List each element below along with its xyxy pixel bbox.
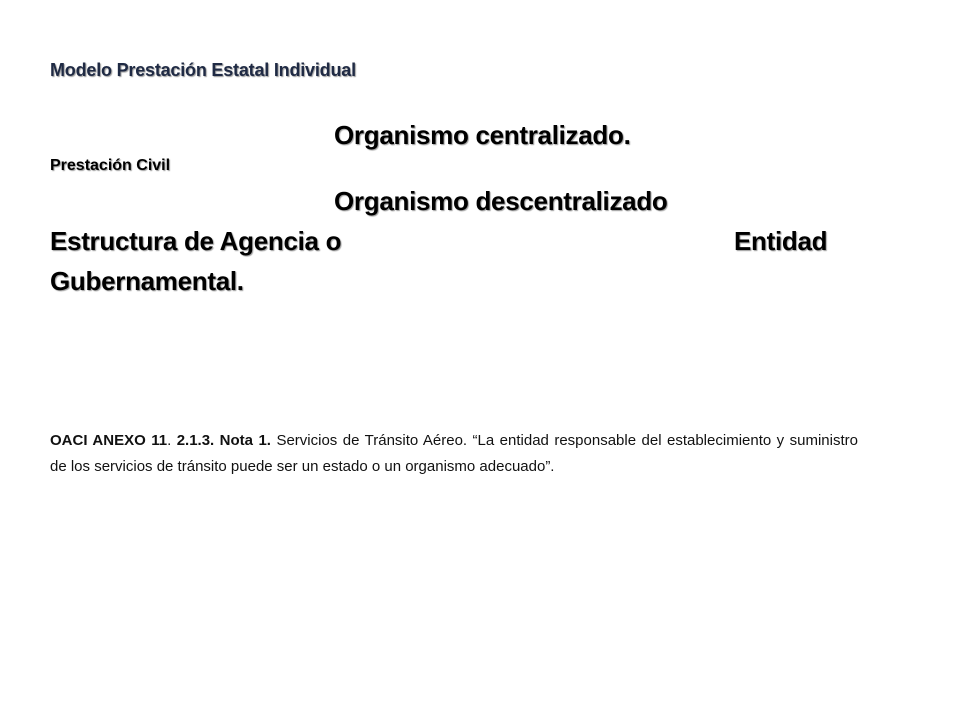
gubernamental-text: Gubernamental. xyxy=(50,266,244,296)
reference-note xyxy=(50,428,858,480)
note-ref-annex: OACI ANEXO 11 xyxy=(50,432,168,449)
note-ref-section: 2.1.3. Nota 1. xyxy=(176,432,271,449)
slide-subtitle: Prestación Civil xyxy=(50,157,171,174)
entidad-text: Entidad xyxy=(734,226,828,256)
note-body: Servicios de Tránsito Aéreo. “La entidad responsable del establecimiento y suministro de los servicios de tránsito puede ser un estado o un organismo adecuado”. xyxy=(50,432,858,475)
estructura-text: Estructura de Agencia o xyxy=(50,226,342,256)
slide-title: Modelo Prestación Estatal Individual xyxy=(50,60,356,80)
org-descentralizado: Organismo descentralizado xyxy=(334,186,668,216)
note-separator: . xyxy=(167,432,177,449)
org-centralizado: Organismo centralizado. xyxy=(334,120,631,150)
